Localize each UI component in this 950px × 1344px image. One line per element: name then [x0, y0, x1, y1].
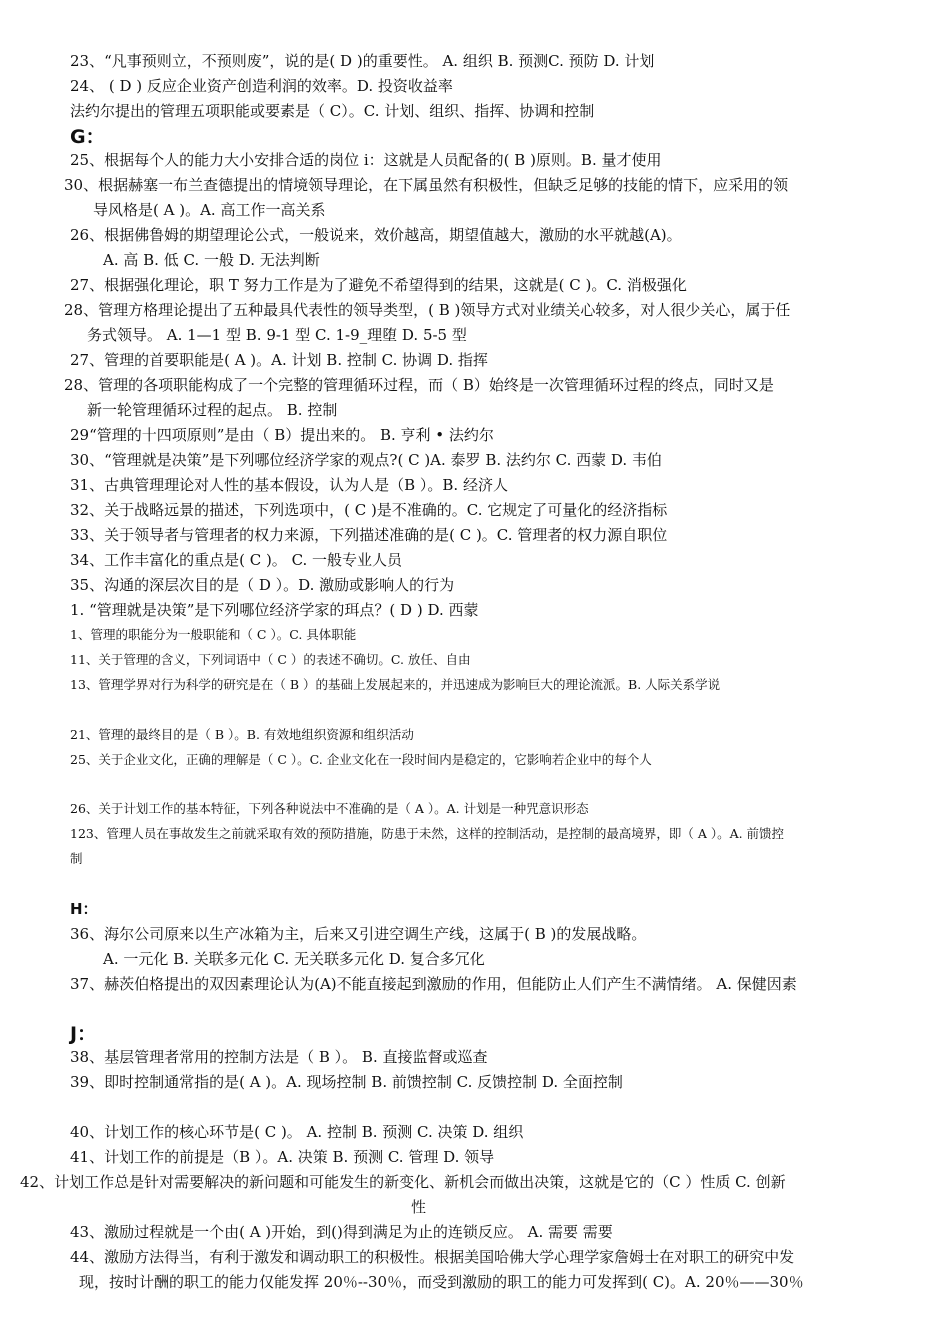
section-heading-h: H：: [70, 900, 98, 918]
section-heading-g: G：: [70, 126, 105, 148]
question-26-options: A. 高 B. 低 C. 一般 D. 无法判断: [103, 251, 320, 269]
question-42-cont: 性: [411, 1198, 427, 1216]
question-42-line: 42、计划工作总是针对需要解决的新问题和可能发生的新变化、新机会而做出决策，这就是它的（C ）性质 C. 创新: [20, 1173, 786, 1191]
small-question-1: 1、管理的职能分为一般职能和（ C ）。C. 具体职能: [70, 627, 357, 642]
question-37-line: 37、赫茨伯格提出的双因素理论认为(A)不能直接起到激励的作用，但能防止人们产生不满情绪。 A. 保健因素: [70, 975, 797, 993]
question-36-options: A. 一元化 B. 关联多元化 C. 无关联多元化 D. 复合多冗化: [103, 950, 485, 968]
question-26-line: 26、根据佛鲁姆的期望理论公式，一般说来，效价越高，期望值越大，激励的水平就越(A)。: [70, 226, 682, 244]
question-32-line: 32、关于战略远景的描述，下列选项中，( C )是不准确的。C. 它规定了可量化的经济指标: [70, 501, 668, 519]
question-39-line: 39、即时控制通常指的是( A )。A. 现场控制 B. 前馈控制 C. 反馈控制 D. 全面控制: [70, 1073, 623, 1091]
question-24-line: 24、 ( D ) 反应企业资产创造利润的效率。D. 投资收益率: [70, 77, 453, 95]
question-29-line: 29“管理的十四项原则”是由（ B）提出来的。 B. 亨利 • 法约尔: [70, 426, 494, 444]
small-question-123-cont: 制: [70, 851, 83, 866]
small-question-13: 13、管理学界对行为科学的研究是在（ B ）的基础上发展起来的，并迅速成为影响巨大的理论流派。B. 人际关系学说: [70, 677, 721, 692]
question-33-line: 33、关于领导者与管理者的权力来源，下列描述准确的是( C )。C. 管理者的权力源自职位: [70, 526, 668, 544]
question-23-line: 23、“凡事预则立，不预则废”，说的是( D )的重要性。 A. 组织 B. 预测C. 预防 D. 计划: [70, 52, 655, 70]
small-question-25: 25、关于企业文化，正确的理解是（ C ）。C. 企业文化在一段时间内是稳定的，它影响若企业中的每个人: [70, 752, 652, 767]
question-28-line: 28、管理方格理论提出了五种最具代表性的领导类型，( B )领导方式对业绩关心较多，对人很少关心，属于任: [64, 301, 791, 319]
question-25-line: 25、根据每个人的能力大小安排合适的岗位 i：这就是人员配备的( B )原则。B. 量才使用: [70, 151, 662, 169]
question-27b-line: 27、管理的首要职能是( A )。A. 计划 B. 控制 C. 协调 D. 指挥: [70, 351, 488, 369]
question-30b-line: 30、“管理就是决策”是下列哪位经济学家的观点?( C )A. 泰罗 B. 法约尔 C. 西蒙 D. 韦伯: [70, 451, 662, 469]
question-28b-cont: 新一轮管理循环过程的起点。 B. 控制: [87, 401, 338, 419]
question-31-line: 31、古典管理理论对人性的基本假设，认为人是（B ）。B. 经济人: [70, 476, 508, 494]
question-44-line: 44、激励方法得当，有利于激发和调动职工的积极性。根据美国哈佛大学心理学家詹姆士在对职工的研究中发: [70, 1248, 795, 1266]
question-34-line: 34、工作丰富化的重点是( C )。 C. 一般专业人员: [70, 551, 403, 569]
question-40-line: 40、计划工作的核心环节是( C )。 A. 控制 B. 预测 C. 决策 D. 组织: [70, 1123, 524, 1141]
small-question-11: 11、关于管理的含义，下列词语中（ C ）的表述不确切。C. 放任、自由: [70, 652, 471, 667]
small-question-21: 21、管理的最终目的是（ B ）。B. 有效地组织资源和组织活动: [70, 727, 414, 742]
question-35-line: 35、沟通的深层次目的是（ D ）。D. 激励或影响人的行为: [70, 576, 455, 594]
question-41-line: 41、计划工作的前提是（B ）。A. 决策 B. 预测 C. 管理 D. 领导: [70, 1148, 495, 1166]
question-1-line: 1. “管理就是决策”是下列哪位经济学家的珥点？( D ) D. 西蒙: [70, 601, 479, 619]
question-44-cont: 现，按时计酬的职工的能力仅能发挥 20％--30％，而受到激励的职工的能力可发挥到( C)。A. 20％——30％: [79, 1273, 804, 1291]
question-30-line: 30、根据赫塞一布兰查德提出的情境领导理论，在下属虽然有积极性，但缺乏足够的技能的情下，应采用的领: [64, 176, 789, 194]
question-30-cont: 导风格是( A )。A. 高工作一高关系: [93, 201, 326, 219]
small-question-123: 123、管理人员在事故发生之前就采取有效的预防措施，防患于未然，这样的控制活动，是控制的最高境界，即（ A ）。A. 前馈控: [70, 826, 785, 841]
small-question-26: 26、关于计划工作的基本特征，下列各种说法中不准确的是（ A ）。A. 计划是一种咒意识形态: [70, 801, 589, 816]
question-43-line: 43、激励过程就是一个由( A )开始，到()得到满足为止的连锁反应。 A. 需要 需要: [70, 1223, 613, 1241]
question-28b-line: 28、管理的各项职能构成了一个完整的管理循环过程，而（ B）始终是一次管理循环过程的终点，同时又是: [64, 376, 774, 394]
question-36-line: 36、海尔公司原来以生产冰箱为主，后来又引进空调生产线，这属于( B )的发展战略。: [70, 925, 647, 943]
question-27-line: 27、根据强化理论，职 T 努力工作是为了避免不希望得到的结果，这就是( C )。C. 消极强化: [70, 276, 687, 294]
question-28-cont: 务式领导。 A. 1—1 型 B. 9-1 型 C. 1-9_理堕 D. 5-5 型: [87, 326, 467, 344]
question-fayol-line: 法约尔提出的管理五项职能或要素是（ C）。C. 计划、组织、指挥、协调和控制: [70, 102, 595, 120]
question-38-line: 38、基层管理者常用的控制方法是（ B ）。 B. 直接监督或巡查: [70, 1048, 488, 1066]
section-heading-j: J：: [70, 1023, 97, 1045]
